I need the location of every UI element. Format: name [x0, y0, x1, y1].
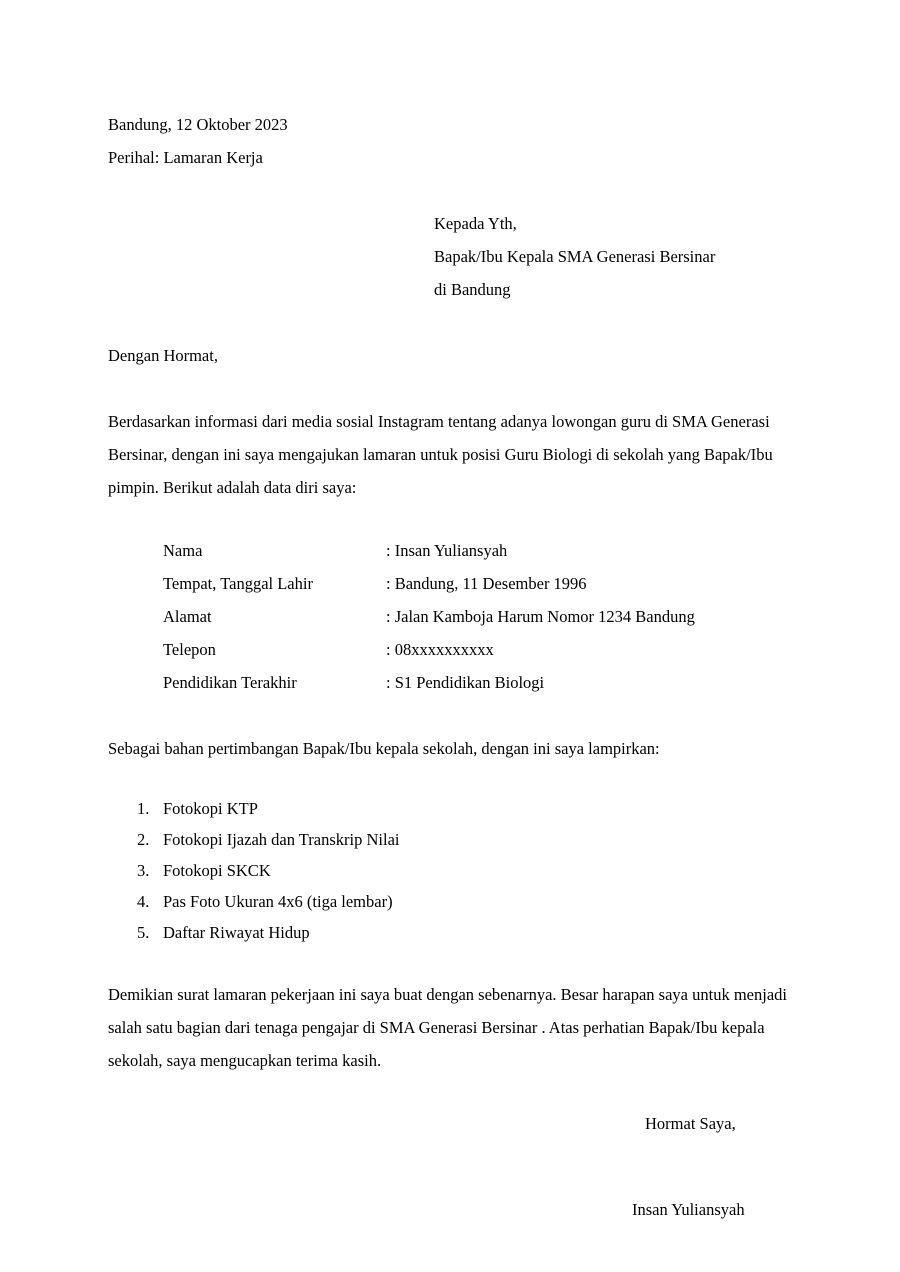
list-item — [108, 824, 790, 855]
list-item-number: 2. — [137, 830, 150, 849]
data-label: Telepon — [163, 640, 216, 659]
recipient-line-1: Kepada Yth, — [434, 214, 517, 233]
list-item-label: Fotokopi KTP — [163, 799, 258, 818]
subject-line: Perihal: Lamaran Kerja — [108, 148, 263, 167]
list-item-label: Fotokopi SKCK — [163, 861, 271, 880]
list-item — [108, 886, 790, 917]
closing-paragraph: Demikian surat lamaran pekerjaan ini saya buat dengan sebenarnya. Besar harapan saya untuk menjadi salah satu bagian dari tenaga pengajar di SMA Generasi Bersinar . Atas perhatian Bapak/Ibu kepala sekolah, saya mengucapkan terima kasih. — [108, 985, 787, 1070]
data-label: Alamat — [163, 607, 212, 626]
data-value: : Bandung, 11 Desember 1996 — [386, 574, 587, 593]
table-row — [163, 567, 695, 600]
data-value: : 08xxxxxxxxxx — [386, 640, 494, 659]
list-item-number: 4. — [137, 892, 150, 911]
list-item-number: 3. — [137, 861, 150, 880]
list-item — [108, 855, 790, 886]
data-value: : S1 Pendidikan Biologi — [386, 673, 545, 692]
place-and-date: Bandung, 12 Oktober 2023 — [108, 115, 288, 134]
table-row — [163, 534, 695, 567]
attachments-list — [108, 793, 790, 948]
salutation: Dengan Hormat, — [108, 346, 218, 365]
signature-name: Insan Yuliansyah — [632, 1200, 745, 1219]
attachments-intro: Sebagai bahan pertimbangan Bapak/Ibu kepala sekolah, dengan ini saya lampirkan: — [108, 739, 660, 758]
recipient-line-3: di Bandung — [434, 280, 511, 299]
recipient-block — [108, 207, 790, 306]
table-row — [163, 666, 695, 699]
data-value: : Jalan Kamboja Harum Nomor 1234 Bandung — [386, 607, 695, 626]
data-value: : Insan Yuliansyah — [386, 541, 508, 560]
recipient-line-2: Bapak/Ibu Kepala SMA Generasi Bersinar — [434, 247, 716, 266]
list-item-label: Pas Foto Ukuran 4x6 (tiga lembar) — [163, 892, 393, 911]
list-item — [108, 793, 790, 824]
signature-space — [645, 1140, 790, 1193]
data-label: Tempat, Tanggal Lahir — [163, 574, 313, 593]
list-item — [108, 917, 790, 948]
table-row — [163, 633, 695, 666]
signature-block — [108, 1107, 790, 1226]
list-item-label: Fotokopi Ijazah dan Transkrip Nilai — [163, 830, 400, 849]
data-label: Nama — [163, 541, 203, 560]
table-row — [163, 600, 695, 633]
letter-header — [108, 108, 790, 174]
list-item-number: 1. — [137, 799, 150, 818]
data-label: Pendidikan Terakhir — [163, 673, 297, 692]
letter-body — [108, 108, 790, 1226]
intro-paragraph: Berdasarkan informasi dari media sosial Instagram tentang adanya lowongan guru di SMA Generasi Bersinar, dengan ini saya mengajukan lamaran untuk posisi Guru Biologi di sekolah yang Bapak/Ibu pimpin. Berikut adalah data diri saya: — [108, 412, 773, 497]
list-item-number: 5. — [137, 923, 150, 942]
list-item-label: Daftar Riwayat Hidup — [163, 923, 310, 942]
personal-data-table — [163, 534, 695, 699]
signature-regards: Hormat Saya, — [645, 1114, 736, 1133]
